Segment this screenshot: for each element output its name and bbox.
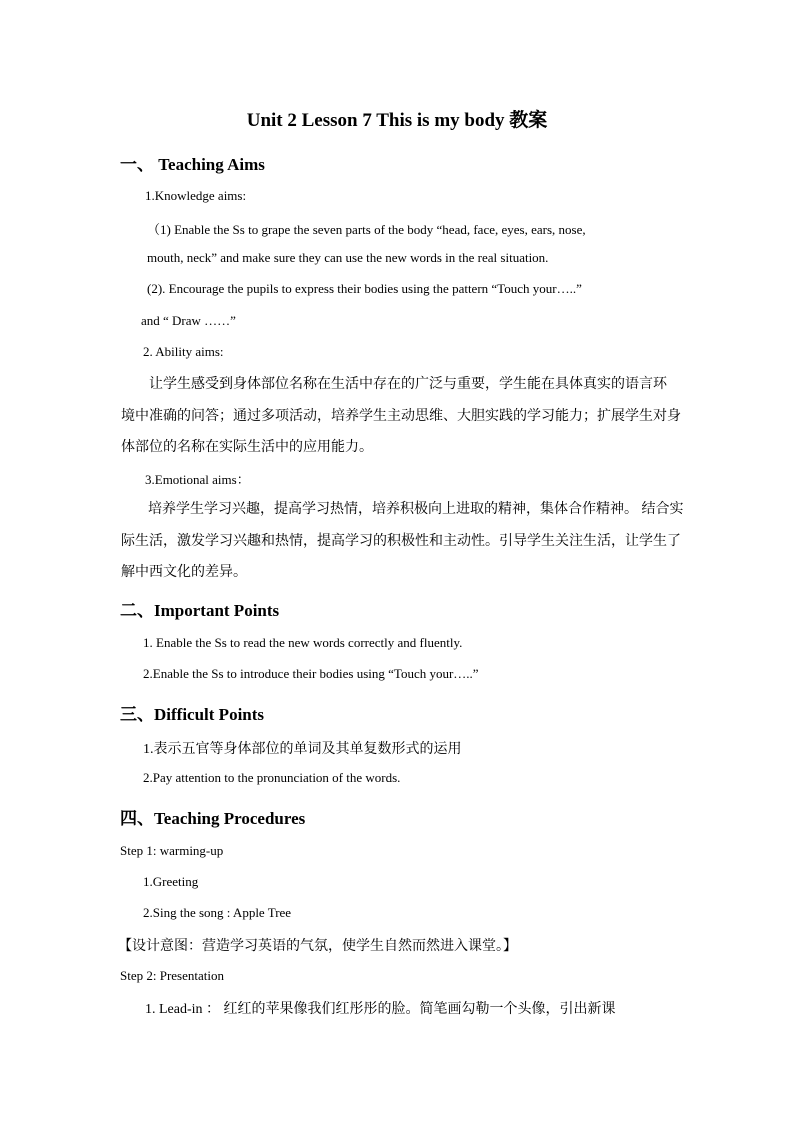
knowledge-aims-label: 1.Knowledge aims: bbox=[145, 188, 247, 203]
step-1-label: Step 1: warming-up bbox=[120, 843, 224, 858]
heading-teaching-procedures: 四、Teaching Procedures bbox=[120, 809, 306, 828]
ability-aims-text-3: 体部位的名称在实际生活中的应用能力。 bbox=[121, 440, 373, 455]
emotional-aims-text-3: 解中西文化的差异。 bbox=[121, 565, 247, 580]
heading-difficult-points: 三、Difficult Points bbox=[120, 705, 265, 724]
difficult-point-2: 2.Pay attention to the pronunciation of the words. bbox=[143, 770, 401, 785]
difficult-point-1: 1.表示五官等身体部位的单词及其单复数形式的运用 bbox=[143, 742, 462, 757]
emotional-aims-label: 3.Emotional aims： bbox=[145, 472, 250, 487]
knowledge-aim-1-line-2: mouth, neck” and make sure they can use the new words in the real situation. bbox=[147, 250, 549, 265]
important-point-2: 2.Enable the Ss to introduce their bodies using “Touch your…..” bbox=[143, 666, 479, 681]
important-point-1: 1. Enable the Ss to read the new words correctly and fluently. bbox=[143, 635, 463, 650]
emotional-aims-text-2: 际生活，激发学习兴趣和热情，提高学习的积极性和主动性。引导学生关注生活，让学生了 bbox=[121, 534, 681, 549]
document-title: Unit 2 Lesson 7 This is my body 教案 bbox=[246, 110, 548, 131]
design-intent-note: 【设计意图：营造学习英语的气氛，使学生自然而然进入课堂。】 bbox=[118, 939, 517, 954]
step-2-item-lead-in: 1. Lead-in ： 红红的苹果像我们红彤彤的脸。简笔画勾勒一个头像，引出新课 bbox=[145, 1002, 616, 1017]
ability-aims-label: 2. Ability aims: bbox=[143, 344, 224, 359]
knowledge-aim-2-line-1: (2). Encourage the pupils to express their bodies using the pattern “Touch your…..” bbox=[147, 281, 582, 296]
knowledge-aim-2-line-2: and “ Draw ……” bbox=[141, 313, 236, 328]
ability-aims-text-1: 让学生感受到身体部位名称在生活中存在的广泛与重要，学生能在具体真实的语言环 bbox=[149, 377, 667, 392]
emotional-aims-text-1: 培养学生学习兴趣，提高学习热情，培养积极向上进取的精神，集体合作精神。 结合实 bbox=[148, 502, 684, 517]
knowledge-aim-1-line-1: （1) Enable the Ss to grape the seven parts of the body “head, face, eyes, ears, nose, bbox=[147, 222, 586, 237]
step-1-item-greeting: 1.Greeting bbox=[143, 874, 199, 889]
step-1-item-song: 2.Sing the song : Apple Tree bbox=[143, 905, 292, 920]
heading-important-points: 二、Important Points bbox=[120, 601, 280, 620]
heading-teaching-aims: 一、 Teaching Aims bbox=[120, 155, 265, 174]
step-2-label: Step 2: Presentation bbox=[120, 968, 224, 983]
ability-aims-text-2: 境中准确的问答；通过多项活动，培养学生主动思维、大胆实践的学习能力；扩展学生对身 bbox=[121, 409, 681, 424]
